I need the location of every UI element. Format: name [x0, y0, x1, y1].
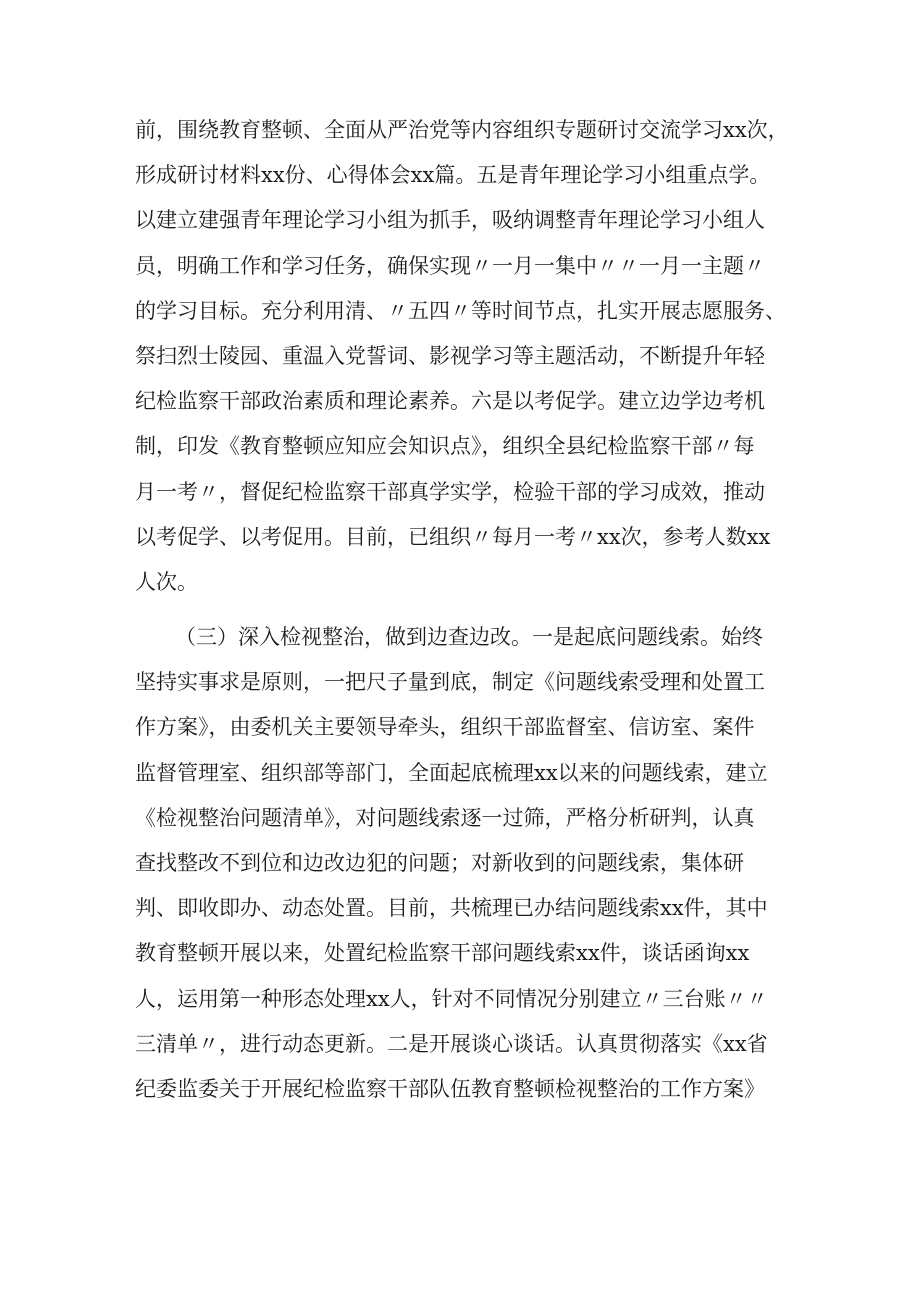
text-line: 监督管理室、组织部等部门，全面起底梳理xx以来的问题线索，建立 [135, 760, 768, 785]
document-body [135, 108, 795, 1112]
text-line: 员，明确工作和学习任务，确保实现〃一月一集中〃〃一月一主题〃 [135, 253, 765, 278]
text-line: 纪委监委关于开展纪检监察干部队伍教育整顿检视整治的工作方案》 [135, 1076, 765, 1101]
text-line: 人，运用第一种形态处理xx人，针对不同情况分别建立〃三台账〃〃 [135, 986, 768, 1011]
text-line: 的学习目标。充分利用清、〃五四〃等时间节点，扎实开展志愿服务、 [135, 298, 786, 323]
text-line: 坚持实事求是原则，一把尺子量到底，制定《问题线索受理和处置工 [135, 670, 765, 695]
text-line: 前，围绕教育整顿、全面从严治党等内容组织专题研讨交流学习xx次， [135, 118, 789, 142]
text-line: 形成研讨材料xx份、心得体会xx篇。五是青年理论学习小组重点学。 [135, 163, 771, 188]
paragraph [135, 615, 795, 1112]
text-line: 教育整顿开展以来，处置纪检监察干部问题线索xx件，谈话函询xx [135, 941, 750, 966]
text-line: 判、即收即办、动态处置。目前，共梳理已办结问题线索xx件，其中 [135, 896, 768, 921]
text-line: 祭扫烈士陵园、重温入党誓词、影视学习等主题活动，不断提升年轻 [135, 343, 765, 368]
paragraph-gap [135, 605, 795, 615]
text-line: 月一考〃，督促纪检监察干部真学实学，检验干部的学习成效，推动 [135, 479, 765, 504]
text-line: 作方案》，由委机关主要领导牵头，组织干部监督室、信访室、案件 [135, 715, 755, 740]
paragraph [135, 108, 795, 605]
text-line: 制，印发《教育整顿应知应会知识点》，组织全县纪检监察干部〃每 [135, 434, 755, 459]
text-line: 人次。 [135, 569, 198, 594]
text-line: 纪检监察干部政治素质和理论素养。六是以考促学。建立边学边考机 [135, 389, 765, 414]
text-line: （三）深入检视整治，做到边查边改。一是起底问题线索。始终 [175, 625, 763, 650]
text-line: 三清单〃，进行动态更新。二是开展谈心谈话。认真贯彻落实《xx省 [135, 1031, 768, 1056]
text-line: 以建立建强青年理论学习小组为抓手，吸纳调整青年理论学习小组人 [135, 208, 765, 233]
text-line: 《检视整治问题清单》，对问题线索逐一过筛，严格分析研判，认真 [135, 805, 755, 830]
text-line: 以考促学、以考促用。目前，已组织〃每月一考〃xx次，参考人数xx [135, 524, 771, 549]
text-line: 查找整改不到位和边改边犯的问题；对新收到的问题线索，集体研 [135, 851, 744, 875]
